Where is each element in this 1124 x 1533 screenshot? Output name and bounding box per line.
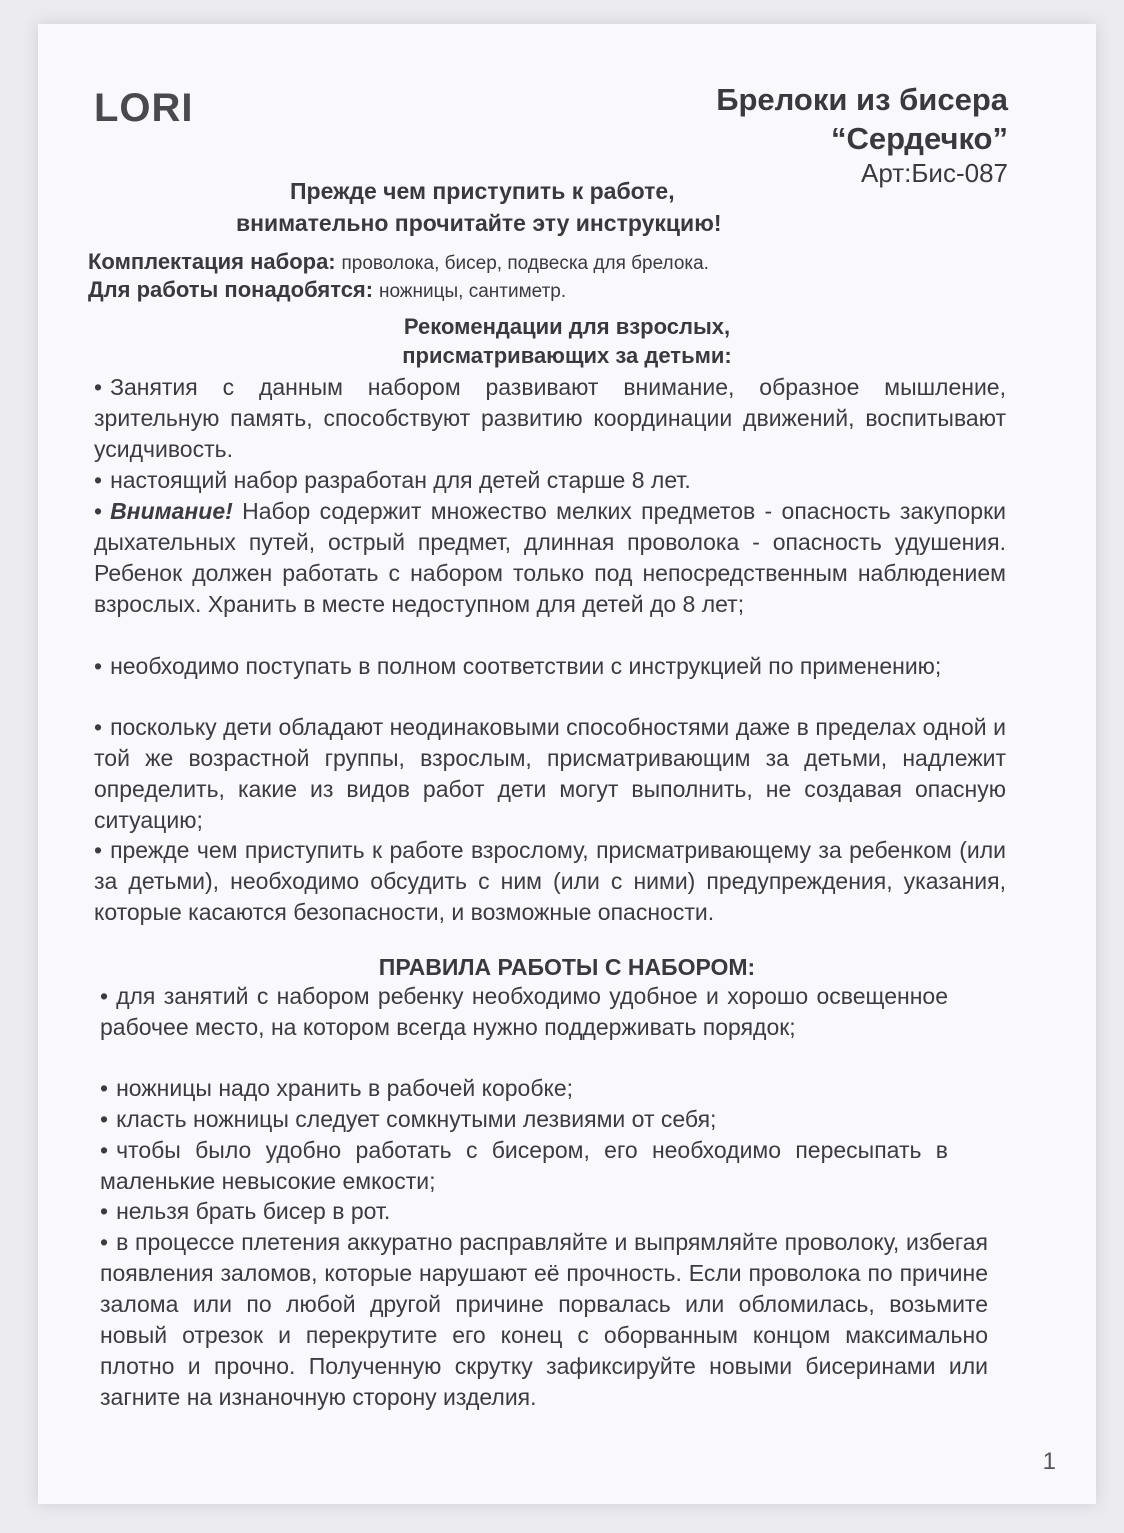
bullet-icon: • [94,467,103,493]
tools-label: Для работы понадобятся: [88,277,374,302]
read-warning-line1: Прежде чем приступить к работе, [290,178,675,204]
recommendations-heading-line1: Рекомендации для взрослых, [403,314,731,339]
recommendations-heading-line2: присматривающих за детьми: [402,343,732,368]
instruction-sheet [38,24,1096,1504]
rule-item: • чтобы было удобно работать с бисером, его необходимо пересыпать в маленькие невысокие емкости; [100,1137,948,1194]
rule-item: • в процессе плетения аккуратно расправляйте и выпрямляйте проволоку, избегая появления заломов, которые нарушают её прочность. Если проволока по причине залома или по любой другой причине порвалась или обломилась, возьмите новый отрезок и перекрутите его конец с оборванным концом максимально плотно и прочно. Полученную скрутку зафиксируйте новыми бисеринами или загните на изнаночную сторону изделия. [100,1229,988,1410]
bullet-icon: • [94,837,103,863]
required-tools [88,277,566,303]
recommendation-item: • Занятия с данным набором развивают внимание, образное мышление, зрительную память, способствуют развитию координации движений, воспитывают усидчивость. [94,374,1006,462]
rule-item: • для занятий с набором ребенку необходимо удобное и хорошо освещенное рабочее место, на котором всегда нужно поддерживать порядок; [100,983,948,1040]
bullet-icon: • [100,1198,109,1224]
bullet-icon: • [94,374,103,400]
bullet-icon: • [100,1075,109,1101]
read-warning-line2: внимательно прочитайте эту инструкцию! [236,210,722,236]
recommendation-item: • настоящий набор разработан для детей старше 8 лет. [94,467,691,493]
attention-label: Внимание! [110,498,233,524]
kit-value: проволока, бисер, подвеска для брелока. [341,253,709,274]
rule-item: • ножницы надо хранить в рабочей коробке; [100,1075,573,1101]
tools-value: ножницы, сантиметр. [378,281,567,302]
page-number: 1 [1042,1448,1056,1475]
bullet-icon: • [100,1106,109,1132]
recommendation-item: • поскольку дети обладают неодинаковыми способностями даже в пределах одной и той же возрастной группы, взрослым, присматривающим за детьми, надлежит определить, какие из видов работ дети могут выполнить, не создавая опасную ситуацию; [94,714,1006,833]
article-number: Арт:Бис-087 [861,158,1008,188]
bullet-icon: • [94,498,103,524]
rules-heading: ПРАВИЛА РАБОТЫ С НАБОРОМ: [378,954,756,980]
brand-logo: LORI [94,86,194,130]
bullet-icon: • [94,653,103,679]
kit-contents [88,249,709,275]
bullet-icon: • [94,714,103,740]
bullet-icon: • [100,1137,109,1163]
recommendation-item: • прежде чем приступить к работе взрослому, присматривающему за ребенком (или за детьми), необходимо обсудить с ним (или с ними) предупреждения, указания, которые касаются безопасности, и возможные опасности. [94,837,1006,925]
kit-label: Комплектация набора: [88,249,336,274]
recommendation-item: • необходимо поступать в полном соответствии с инструкцией по применению; [94,653,942,679]
bullet-icon: • [100,1229,109,1255]
product-subtitle: “Сердечко” [831,121,1008,156]
bullet-icon: • [100,983,109,1009]
rule-item: • нельзя брать бисер в рот. [100,1198,391,1224]
rule-item: • класть ножницы следует сомкнутыми лезвиями от себя; [100,1106,717,1132]
product-title: Брелоки из бисера [716,82,1008,117]
recommendation-item-attention: • Внимание! Набор содержит множество мелких предметов - опасность закупорки дыхательных путей, острый предмет, длинная проволока - опасность удушения. Ребенок должен работать с набором только под непосредственным наблюдением взрослых. Хранить в месте недоступном для детей до 8 лет; [94,498,1007,617]
